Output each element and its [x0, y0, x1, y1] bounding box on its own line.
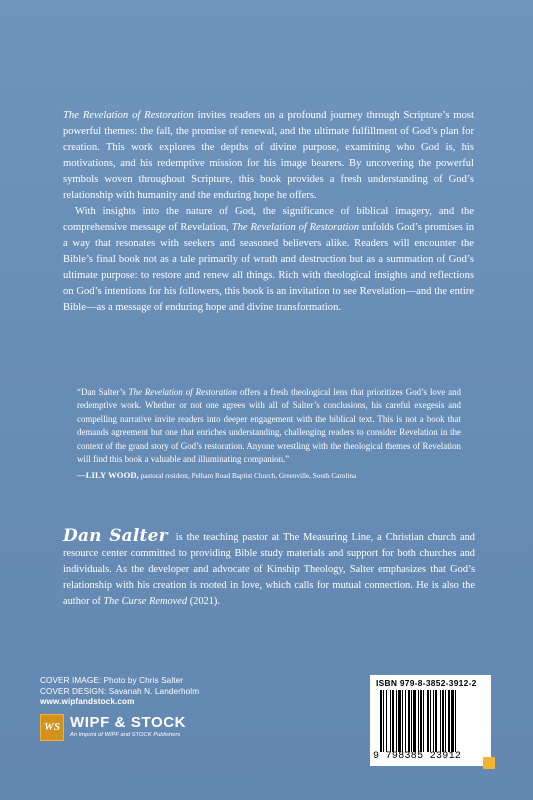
endorser-name: —LILY WOOD, — [77, 470, 139, 481]
cover-credits — [40, 676, 300, 708]
publisher-url: www.wipfandstock.com — [40, 697, 135, 706]
bio-text: is the teaching pastor at The Measuring Line, a Christian church and resource center committed to providing Bible study materials and support for both churches and individuals. As the developer and advocate of Kinship Theology, Salter emphasizes that God’s relationship with his creation is rooted in love, which calls for mutual connection. He is also the author of — [63, 532, 475, 607]
endorser-role: pastoral resident, Pelham Road Baptist Church, Greenville, South Carolina — [138, 472, 357, 481]
publisher-logo-icon: WS — [40, 714, 64, 741]
corner-logo-icon — [483, 757, 495, 769]
blurb-paragraph-1 — [63, 108, 474, 204]
author-signature: Dan Salter — [63, 526, 168, 546]
barcode-icon — [380, 690, 483, 752]
author-bio — [63, 528, 475, 610]
endorsement-text: “Dan Salter’s The Revelation of Restoration offers a fresh theological lens that prioritizes God’s love and redemptive work. Whether or not one agrees with all of Salter’s conclusions, his careful exegesis and compelling narrative invite readers into deeper engagement with the biblical text. This is not a book that demands agreement but one that enriches understanding, challenging readers to consider Revelation in the context of the grand story of God’s restoration. Anyone wrestling with the theological themes of Revelation will find this book a valuable and illuminating companion.” — [77, 387, 461, 465]
publisher-name: WIPF & STOCK — [70, 714, 187, 731]
blurb-title: The Revelation of Restoration — [231, 222, 360, 233]
prior-book-year: (2021). — [187, 596, 220, 607]
blurb-title: The Revelation of Restoration — [63, 110, 194, 121]
endorsement — [77, 386, 461, 484]
blurb-text: unfolds God’s promises in a way that resonates with seekers and seasoned believers alike. Readers will encounter the Bible’s final book not as a tale primarily of wrath and destruction but as a summation of God’s ultimate purpose: to restore and renew all things. Rich with theological insights and reflections on God’s intentions for his followers, this book is an invitation to see Revelation—and the entire Bible—as a message of enduring hope and divine transformation. — [63, 222, 474, 313]
barcode-digits: 9 798385 23912 — [373, 751, 462, 762]
prior-book-title: The Curse Removed — [103, 596, 188, 607]
publisher-imprint-line: An Imprint of WIPF and STOCK Publishers — [70, 732, 181, 738]
isbn-barcode — [370, 675, 491, 766]
cover-image-credit: COVER IMAGE: Photo by Chris Salter — [40, 676, 184, 685]
blurb-text: With insights into the nature of God, the significance of biblical imagery, and the comprehensive message of Revelation, — [63, 206, 474, 233]
endorsement-attribution — [77, 469, 461, 483]
book-blurb — [63, 108, 474, 316]
isbn-label: ISBN 979-8-3852-3912-2 — [376, 678, 477, 688]
cover-design-credit: COVER DESIGN: Savanah N. Landerholm — [40, 686, 200, 696]
publisher-logo-block — [40, 714, 250, 742]
blurb-paragraph-2 — [63, 204, 474, 316]
blurb-text: invites readers on a profound journey through Scripture’s most powerful themes: the fall, the promise of renewal, and the ultimate fulfillment of God’s plan for creation. This work explores the depths of divine purpose, examining who God is, his motivations, and his redemptive mission for his image bearers. By uncovering the powerful symbols woven throughout Scripture, this book provides a fresh understanding of God’s relationship with humanity and the enduring hope he offers. — [63, 110, 474, 201]
endorsement-book-title: The Revelation of Restoration — [128, 387, 237, 397]
